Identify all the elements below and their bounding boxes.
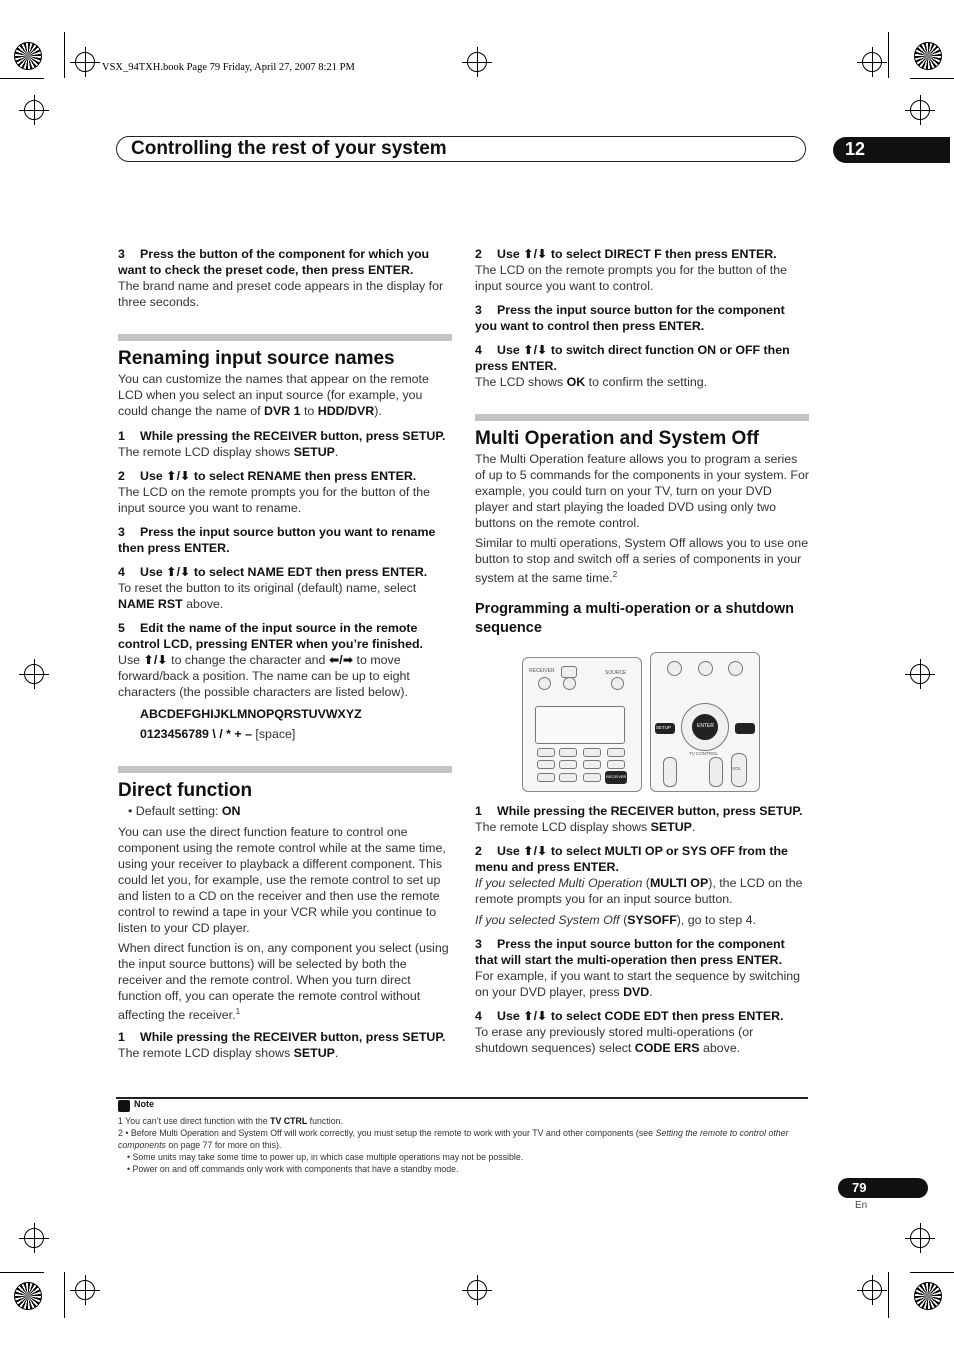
section-title-direct: Direct function xyxy=(118,780,253,801)
body-text: The LCD on the remote prompts you for the button of the input source you want to rename. xyxy=(118,485,431,515)
body-text: The remote LCD display shows SETUP. xyxy=(475,820,696,834)
body-text: The brand name and preset code appears in the display for three seconds. xyxy=(118,279,444,309)
remote-button xyxy=(559,748,577,757)
tv-channel-rocker xyxy=(709,757,723,787)
footnote: 1 You can’t use direct function with the TV CTRL function. xyxy=(118,1116,343,1126)
remote-lcd xyxy=(535,706,625,744)
crop-line xyxy=(888,1272,889,1318)
remote-button xyxy=(537,748,555,757)
crop-target xyxy=(75,1280,95,1300)
note-rule xyxy=(116,1097,808,1099)
body-text: You can use the direct function feature to control one component using the remote control while at the same time, using your receiver to playback a different component. This could let you, for example, use the remote control to set up and listen to a CD on the receiver and then use the remote control to rewind a tape in your VCR while you continue to listen to your CD player. xyxy=(118,825,446,935)
crop-target xyxy=(24,664,44,684)
body-text: To reset the button to its original (default) name, select NAME RST above. xyxy=(118,581,417,611)
body-text: The remote LCD display shows SETUP. xyxy=(118,1046,339,1061)
remote-button xyxy=(537,760,555,769)
tv-volume-rocker xyxy=(663,757,677,787)
body-text: To erase any previously stored multi-operations (or shutdown sequences) select CODE ERS above. xyxy=(475,1025,754,1055)
page-number: 79 xyxy=(852,1180,867,1195)
step: 1 While pressing the RECEIVER button, press SETUP. xyxy=(118,1030,446,1045)
step: 3 Press the input source button for the component that will start the multi-operation then press ENTER. xyxy=(475,937,785,967)
step: 3 Press the input source button for the component you want to control then press ENTER. xyxy=(475,303,785,333)
body-text: The remote LCD display shows SETUP. xyxy=(118,445,339,459)
body-text: If you selected Multi Operation (MULTI OP), the LCD on the remote prompts you for an input source button. xyxy=(475,876,803,906)
remote-button xyxy=(607,760,625,769)
note-icon xyxy=(118,1100,130,1112)
step: 1 While pressing the RECEIVER button, press SETUP. xyxy=(118,429,446,443)
crop-target xyxy=(467,1280,487,1300)
enter-label: ENTER xyxy=(697,723,714,729)
left-column xyxy=(118,246,452,1061)
remote-label-source: SOURCE xyxy=(605,670,627,676)
body-text: The Multi Operation feature allows you to program a series of up to 5 commands for the components in your system. For example, you could turn on your TV, turn on your DVD player and start playing the loaded DVD using only two buttons on the remote control. xyxy=(475,452,810,530)
crop-line xyxy=(64,1272,65,1318)
number-button xyxy=(728,661,743,676)
remote-label-receiver: RECEIVER xyxy=(529,668,555,674)
registration-disc xyxy=(914,1282,942,1310)
step: 2 Use ⬆/⬇ to select MULTI OP or SYS OFF from the menu and press ENTER. xyxy=(475,844,788,874)
step: 1 While pressing the RECEIVER button, press SETUP. xyxy=(475,804,803,818)
registration-disc xyxy=(14,1282,42,1310)
footnote: • Power on and off commands only work with components that have a standby mode. xyxy=(127,1164,459,1174)
step: 3 Press the button of the component for which you want to check the preset code, then press ENTER. xyxy=(118,247,430,277)
power-button-icon xyxy=(538,677,551,690)
section-rule xyxy=(475,414,809,421)
step: 3 Press the input source button you want to rename then press ENTER. xyxy=(118,525,436,555)
body-text: For example, if you want to start the sequence by switching on your DVD player, press DVD. xyxy=(475,969,801,999)
crop-target xyxy=(862,1280,882,1300)
section-rule xyxy=(118,766,452,773)
body-text: Similar to multi operations, System Off allows you to use one button to stop and switch off a series of components in your system at the same time.$^2$ xyxy=(475,536,809,586)
vol-label: VOL xyxy=(732,766,742,771)
crop-line xyxy=(910,1272,954,1273)
footnote: 2 • Before Multi Operation and System Off will work correctly, you must setup the remote to work with your TV and other components (see Setting the remote to control other components on page 77 for more on this). xyxy=(118,1128,789,1150)
crop-target xyxy=(24,100,44,120)
step: 2 Use ⬆/⬇ to select RENAME then press ENTER. xyxy=(118,469,417,483)
body-text: Use ⬆/⬇ to change the character and ⬅/➡ to move forward/back a position. The name can be up to eight characters (the possible characters are listed below). xyxy=(118,653,410,699)
crop-target xyxy=(862,52,882,72)
setup-label: SETUP xyxy=(656,725,672,730)
crop-line xyxy=(888,32,889,78)
body-text: If you selected System Off (SYSOFF), go to step 4. xyxy=(475,913,756,927)
body-text: When direct function is on, any component you select (using the input source buttons) will be selected by both the receiver and the remote control. When you turn direct function off, you can operate the remote control without affecting the receiver.$^1$ xyxy=(118,941,449,1023)
remote-button xyxy=(583,773,601,782)
chapter-number: 12 xyxy=(845,139,866,159)
bullet: • Default setting: ON xyxy=(128,804,241,818)
crop-line xyxy=(0,1272,44,1273)
crop-line xyxy=(910,78,954,79)
remote-illustration-left xyxy=(522,657,642,792)
subheading: Programming a multi-operation or a shutdown sequence xyxy=(475,601,795,637)
crop-target xyxy=(910,100,930,120)
power-button-icon xyxy=(563,677,576,690)
footnote: • Some units may take some time to power up, in which case multiple operations may not be possible. xyxy=(127,1152,524,1162)
crop-target xyxy=(24,1228,44,1248)
step: 4 Use ⬆/⬇ to select CODE EDT then press ENTER. xyxy=(475,1009,784,1023)
right-column-lower xyxy=(475,803,809,1056)
language-code: En xyxy=(855,1200,868,1211)
remote-button xyxy=(559,760,577,769)
remote-button xyxy=(559,773,577,782)
crop-target xyxy=(467,52,487,72)
section-title-renaming: Renaming input source names xyxy=(118,348,395,369)
crop-line xyxy=(64,32,65,78)
section-rule xyxy=(118,334,452,341)
book-header: VSX_94TXH.book Page 79 Friday, April 27, 2007 8:21 PM xyxy=(102,62,355,73)
crop-target xyxy=(910,1228,930,1248)
power-button-icon xyxy=(611,677,624,690)
character-list: ABCDEFGHIJKLMNOPQRSTUVWXYZ xyxy=(140,707,362,721)
receiver-button-label: RECEIVER xyxy=(606,774,627,779)
remote-illustration-right xyxy=(650,652,760,792)
registration-disc xyxy=(914,42,942,70)
chapter-title: Controlling the rest of your system xyxy=(131,138,447,159)
registration-disc xyxy=(14,42,42,70)
step: 4 Use ⬆/⬇ to switch direct function ON or OFF then press ENTER. xyxy=(475,343,790,373)
tv-control-label: TV CONTROL xyxy=(689,751,719,756)
section-title-multi: Multi Operation and System Off xyxy=(475,428,759,449)
note-label: Note xyxy=(134,1099,154,1109)
step: 4 Use ⬆/⬇ to select NAME EDT then press ENTER. xyxy=(118,565,428,579)
remote-button xyxy=(537,773,555,782)
character-list: 0123456789 \ / * + – [space] xyxy=(140,727,296,741)
crop-target xyxy=(910,664,930,684)
number-button xyxy=(667,661,682,676)
footnotes xyxy=(118,1115,808,1175)
remote-button xyxy=(583,748,601,757)
body-text: The LCD shows OK to confirm the setting. xyxy=(475,375,708,389)
remote-button xyxy=(735,723,755,734)
crop-target xyxy=(75,52,95,72)
step: 5 Edit the name of the input source in the remote control LCD, pressing ENTER when you’re finished. xyxy=(118,621,423,651)
remote-button xyxy=(607,748,625,757)
number-button xyxy=(698,661,713,676)
body-text: You can customize the names that appear on the remote LCD when you select an input source (for example, you could change the name of DVR 1 to HDD/DVR). xyxy=(118,372,429,418)
right-column xyxy=(475,246,809,638)
crop-line xyxy=(0,78,44,79)
step: 2 Use ⬆/⬇ to select DIRECT F then press ENTER. xyxy=(475,247,777,261)
body-text: The LCD on the remote prompts you for the button of the input source you want to control. xyxy=(475,263,788,293)
remote-button xyxy=(583,760,601,769)
